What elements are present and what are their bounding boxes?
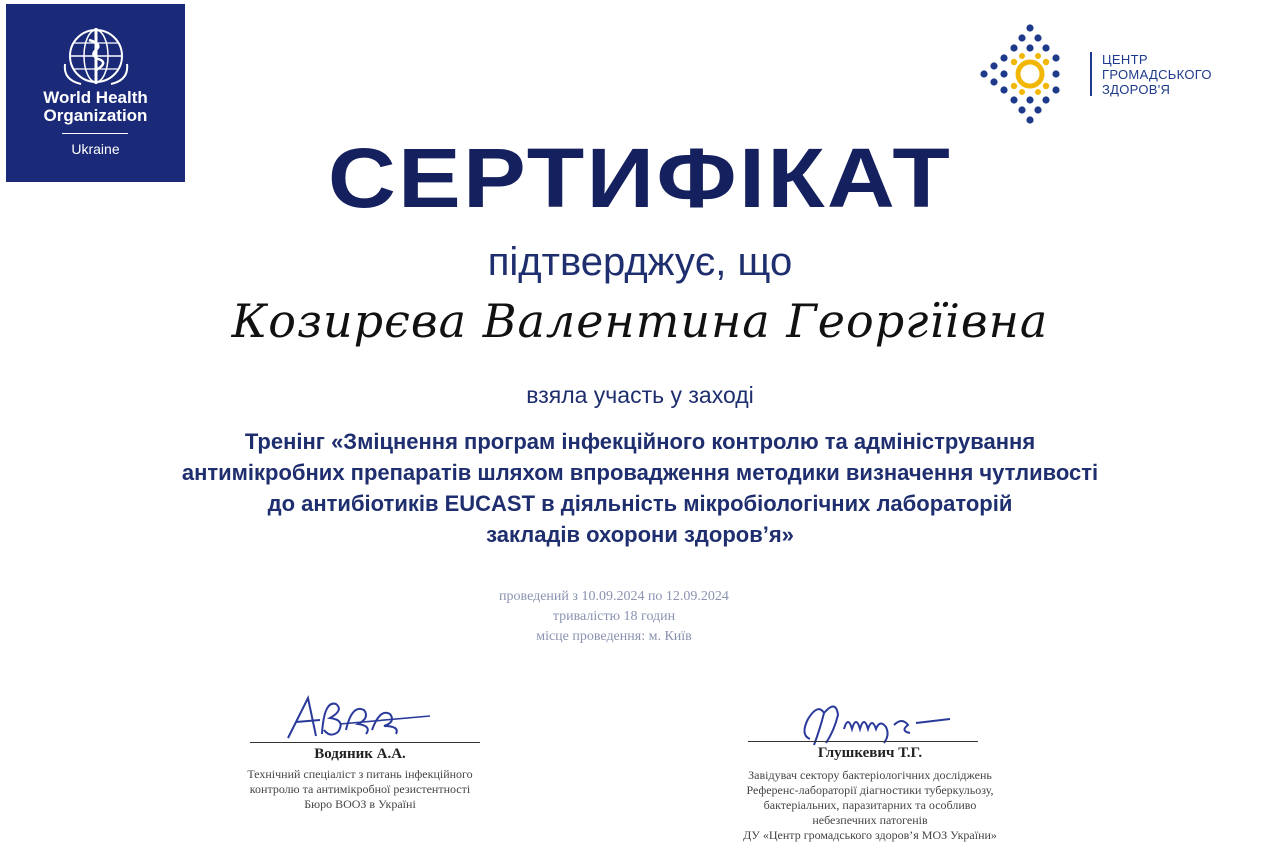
cgz-logo: [978, 22, 1218, 126]
signature-line-right: [748, 741, 978, 742]
who-logo-country: Ukraine: [71, 141, 120, 157]
signature-left-icon: [280, 690, 440, 750]
cgz-logo-text-line3: ЗДОРОВ'Я: [1102, 82, 1171, 97]
signer-role-line: Бюро ВООЗ в Україні: [304, 797, 416, 811]
cgz-logo-text-line2: ГРОМАДСЬКОГО: [1102, 67, 1212, 82]
event-title-line: Тренінг «Зміцнення програм інфекційного контролю та адміністрування: [244, 429, 1036, 454]
who-logo-text-line2: Organization: [43, 106, 148, 125]
event-dates: проведений з 10.09.2024 по 12.09.2024: [499, 589, 729, 604]
signer-role-line: Завідувач сектору бактеріологічних досліджень: [748, 768, 992, 782]
confirms-text: підтверджує, що: [487, 240, 793, 284]
who-emblem-icon: [61, 26, 131, 88]
signer-role-left: [220, 767, 500, 812]
signer-name-left: Водяник А.А.: [314, 746, 406, 762]
event-title-line: закладів охорони здоров’я»: [486, 522, 794, 547]
signer-name-right: Глушкевич Т.Г.: [817, 745, 923, 761]
signer-role-right: [700, 768, 1040, 843]
event-title: [100, 426, 1180, 550]
participated-text: взяла участь у заході: [526, 382, 754, 408]
event-details: [0, 587, 1228, 647]
signer-role-line: Технічний спеціаліст з питань інфекційного: [247, 767, 473, 781]
event-title-line: до антибіотиків EUCAST в діяльність мікробіологічних лабораторій: [267, 491, 1013, 516]
cgz-logo-text-line1: ЦЕНТР: [1102, 52, 1148, 67]
cgz-emblem-icon: [978, 22, 1082, 126]
signer-role-line: контролю та антимікробної резистентності: [249, 782, 471, 796]
signature-line-left: [250, 742, 480, 743]
event-location: місце проведення: м. Київ: [536, 629, 692, 644]
cgz-logo-divider: [1090, 52, 1092, 96]
event-duration: тривалістю 18 годин: [552, 609, 676, 624]
signer-role-line: ДУ «Центр громадського здоров’я МОЗ України»: [743, 828, 997, 842]
signer-role-line: Референс-лабораторії діагностики туберкульозу,: [746, 783, 994, 797]
signer-role-line: бактеріальних, паразитарних та особливо: [763, 798, 977, 812]
who-logo-text-line1: World Health: [43, 88, 148, 107]
recipient-name: Козирєва Валентина Георгїівна: [231, 294, 1049, 348]
event-title-line: антимікробних препаратів шляхом впровадження методики визначення чутливості: [181, 460, 1099, 485]
certificate-title: СЕРТИФІКАТ: [327, 131, 953, 225]
signer-role-line: небезпечних патогенів: [812, 813, 928, 827]
